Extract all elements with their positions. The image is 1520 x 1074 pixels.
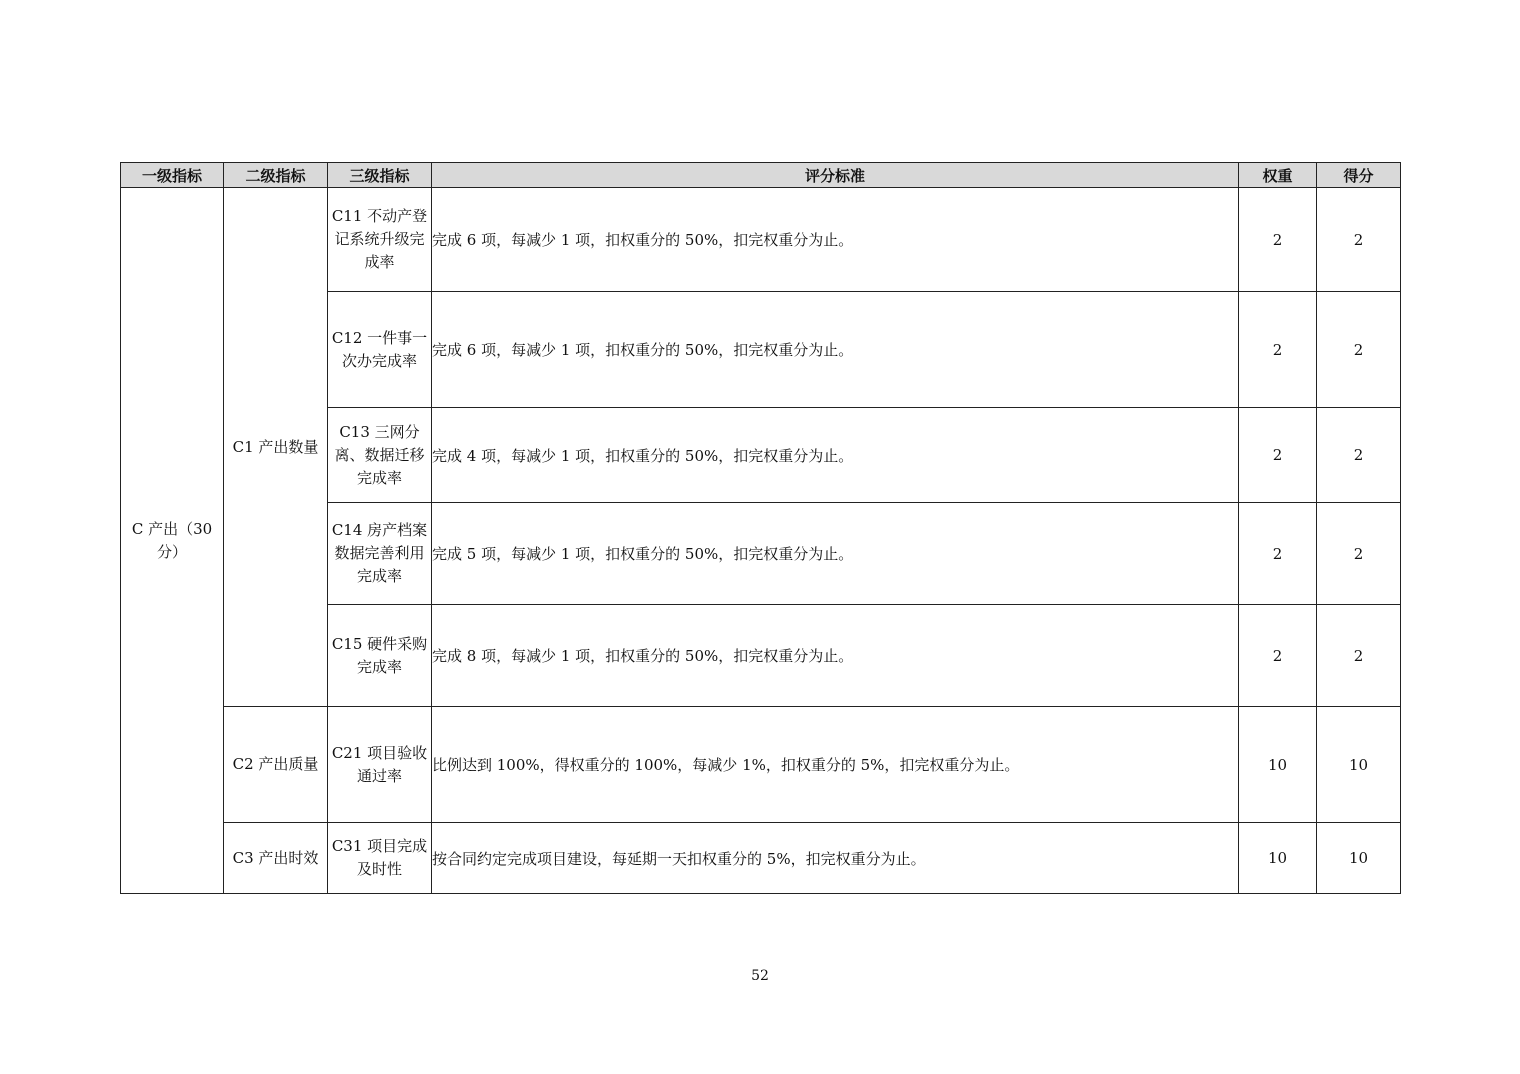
weight-cell: 2 [1239,605,1317,707]
table-row [121,188,1401,292]
weight-cell: 2 [1239,503,1317,605]
level3-cell: C15 硬件采购完成率 [328,605,432,707]
table-row [121,707,1401,823]
header-row [121,163,1401,188]
weight-cell: 2 [1239,408,1317,503]
evaluation-table [120,162,1401,894]
criteria-cell: 完成 4 项，每减少 1 项，扣权重分的 50%，扣完权重分为止。 [432,408,1239,503]
weight-cell: 2 [1239,188,1317,292]
score-cell: 2 [1317,605,1401,707]
header-level3: 三级指标 [328,163,432,188]
criteria-cell: 完成 8 项，每减少 1 项，扣权重分的 50%，扣完权重分为止。 [432,605,1239,707]
weight-cell: 10 [1239,707,1317,823]
level3-cell: C12 一件事一次办完成率 [328,292,432,408]
weight-cell: 10 [1239,823,1317,894]
level3-cell: C21 项目验收通过率 [328,707,432,823]
header-weight: 权重 [1239,163,1317,188]
criteria-cell: 比例达到 100%，得权重分的 100%，每减少 1%，扣权重分的 5%，扣完权重分为止。 [432,707,1239,823]
score-cell: 2 [1317,503,1401,605]
score-cell: 2 [1317,188,1401,292]
header-criteria: 评分标准 [432,163,1239,188]
level3-cell: C31 项目完成及时性 [328,823,432,894]
level2-cell-c2: C2 产出质量 [224,707,328,823]
level2-cell-c1: C1 产出数量 [224,188,328,707]
score-cell: 2 [1317,292,1401,408]
level3-cell: C14 房产档案数据完善利用完成率 [328,503,432,605]
level3-cell: C13 三网分离、数据迁移完成率 [328,408,432,503]
table-row [121,823,1401,894]
criteria-cell: 完成 6 项，每减少 1 项，扣权重分的 50%，扣完权重分为止。 [432,292,1239,408]
level2-cell-c3: C3 产出时效 [224,823,328,894]
page-number: 52 [751,968,769,984]
header-score: 得分 [1317,163,1401,188]
score-cell: 10 [1317,707,1401,823]
header-level2: 二级指标 [224,163,328,188]
criteria-cell: 按合同约定完成项目建设，每延期一天扣权重分的 5%，扣完权重分为止。 [432,823,1239,894]
level3-cell: C11 不动产登记系统升级完成率 [328,188,432,292]
criteria-cell: 完成 6 项，每减少 1 项，扣权重分的 50%，扣完权重分为止。 [432,188,1239,292]
level1-cell: C 产出（30 分） [121,188,224,894]
score-cell: 10 [1317,823,1401,894]
score-cell: 2 [1317,408,1401,503]
header-level1: 一级指标 [121,163,224,188]
criteria-cell: 完成 5 项，每减少 1 项，扣权重分的 50%，扣完权重分为止。 [432,503,1239,605]
weight-cell: 2 [1239,292,1317,408]
